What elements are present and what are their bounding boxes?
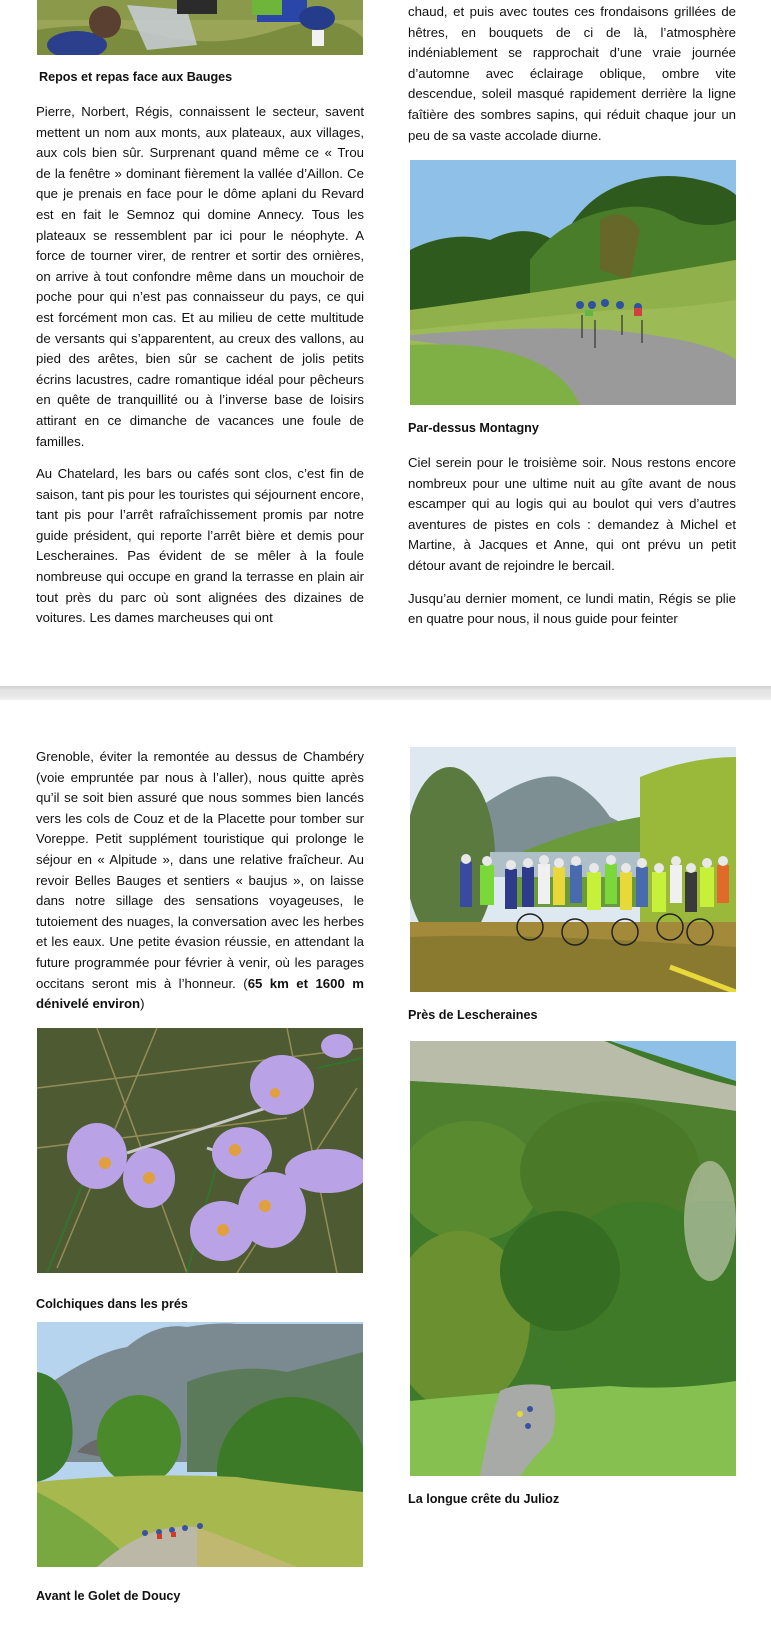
document-page-1 bbox=[0, 0, 771, 688]
page2-left-column bbox=[36, 747, 364, 1015]
paragraph-ciel-serein: Ciel serein pour le troisième soir. Nous restons encore nombreux pour une ultime nuit au gîte avant de nous escamper qui au logis qui au boulot qui vers d’autres aventures de pistes en cols : demandez à Michel et Martine, à Jacques et Anne, qui ont prévu un petit détour avant de rejoindre le bercail. bbox=[408, 455, 736, 573]
paragraph-grenoble-text: Grenoble, éviter la remontée au dessus de Chambéry (voie empruntée par nous à l’aller), nous quitte après qu’il se soit bien assuré que nous sommes bien lancés vers les cols de Couz et de la Placette pour tomber sur Voreppe. Petit supplément touristique qui prolonge le séjour en « Alpitude », dans une relative fraîcheur. Au revoir Belles Bauges et sentiers « baujus », on laisse dans notre sillage des sensations voyageuses, le tutoiement des nuages, la conversation avec les herbes et les eaux. Une petite évasion réussie, en attendant la future programmée pour février à venir, où les parages occitans seront mis à l’honneur. ( bbox=[36, 749, 364, 991]
photo-par-dessus-montagny bbox=[410, 160, 736, 405]
caption-colchiques: Colchiques dans les prés bbox=[36, 1297, 188, 1311]
paragraph-grenoble bbox=[36, 747, 364, 1015]
forest-image bbox=[410, 1041, 736, 1476]
photo-golet-de-doucy bbox=[37, 1322, 363, 1567]
caption-repos-repas: Repos et repas face aux Bauges bbox=[39, 70, 233, 84]
document-page-2 bbox=[0, 700, 771, 1633]
caption-golet-de-doucy: Avant le Golet de Doucy bbox=[36, 1589, 181, 1603]
picnic-image bbox=[37, 0, 363, 55]
doucy-image bbox=[37, 1322, 363, 1567]
paragraph-secteur: Pierre, Norbert, Régis, connaissent le secteur, savent mettent un nom aux monts, aux plateaux, aux villages, aux cols bien sûr. Surprenant quand même ce « Trou de la fenêtre » dominant fièrement la vallée d’Aillon. Ce que je prenais en face pour le dôme aplani du Revard est en fait le Semnoz qui domine Annecy. Tous les plateaux se ressemblent par ici pour le néophyte. A force de tourner virer, de rentrer et sortir des ornières, on arrive à tout confondre même dans un mouchoir de poche pour qui n’est pas connaisseur du pays, ce qui est forcément mon cas. Et au milieu de cette multitude de versants qui s’apparentent, au creux des vallons, au pied des arêtes, bien sûr se cachent de jolis petits écrins lacustres, cadre romantique idéal pour pêcheurs en quête de tranquillité ou à l’inverse base de loisirs attirant en ce dimanche de vacances une foule de familles. bbox=[36, 104, 364, 449]
page1-right-column bbox=[408, 2, 736, 146]
photo-colchiques bbox=[37, 1028, 363, 1273]
paragraph-chatelard: Au Chatelard, les bars ou cafés sont clos, c’est fin de saison, tant pis pour les touristes qui séjournent encore, tant pis pour l’arrêt rafraîchissement promis par notre guide président, qui reporte l’arrêt bière et demis pour Lescheraines. Pas évident de se mêler à la foule nombreuse qui occupe en grand la terrasse en plain air tout près du parc où sont alignées des dizaines de voitures. Les dames marcheuses qui ont bbox=[36, 466, 364, 626]
caption-par-dessus-montagny: Par-dessus Montagny bbox=[408, 421, 539, 435]
flowers-image bbox=[37, 1028, 363, 1273]
page1-right-column-lower bbox=[408, 453, 736, 630]
photo-pres-de-lescheraines bbox=[410, 747, 736, 992]
paragraph-jusquau: Jusqu’au dernier moment, ce lundi matin, Régis se plie en quatre pour nous, il nous guide pour feinter bbox=[408, 590, 736, 627]
group-image bbox=[410, 747, 736, 992]
distance-elevation-summary: 65 km et 1600 m dénivelé environ bbox=[36, 975, 364, 1012]
page1-left-column bbox=[36, 102, 364, 629]
photo-picnic bbox=[37, 0, 363, 55]
paragraph-grenoble-end: ) bbox=[140, 996, 145, 1012]
montagny-image bbox=[410, 160, 736, 405]
caption-pres-de-lescheraines: Près de Lescheraines bbox=[408, 1008, 538, 1022]
page-separator bbox=[0, 686, 771, 700]
caption-crete-du-julioz: La longue crête du Julioz bbox=[408, 1492, 560, 1506]
photo-crete-du-julioz bbox=[410, 1041, 736, 1476]
paragraph-automne: chaud, et puis avec toutes ces frondaisons grillées de hêtres, en bouquets de ci de là, l’atmosphère indéniablement se rapprochait d’une vraie journée d’automne avec éclairage oblique, ombre vite descendue, soleil masqué rapidement derrière la ligne faîtière des sombres sapins, qui réduit chaque jour un peu de sa vaste accolade diurne. bbox=[408, 4, 736, 143]
